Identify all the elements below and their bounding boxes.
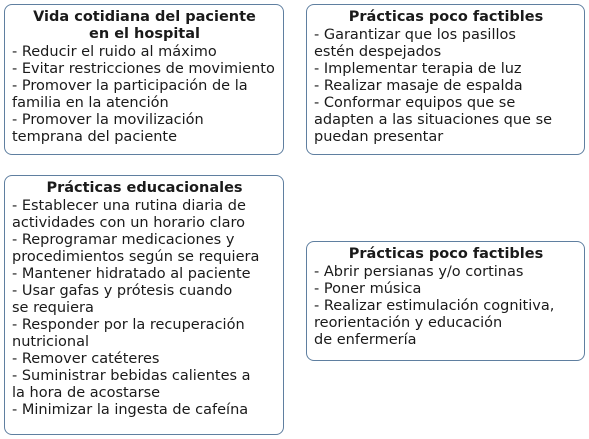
- list-item: - Poner música: [314, 281, 422, 297]
- list-item: - Promover la participación de la familia en la atención: [12, 78, 248, 111]
- box-unfeasible-practices-1: [306, 4, 585, 155]
- list-item: - Garantizar que los pasillos estén despejados: [314, 27, 516, 60]
- box-educational-practices-title: Prácticas educacionales: [46, 180, 243, 196]
- list-item: - Remover catéteres: [12, 351, 160, 367]
- list-item: - Realizar masaje de espalda: [314, 78, 523, 94]
- list-item: - Suministrar bebidas calientes a la hora de acostarse: [12, 368, 251, 401]
- box-educational-practices: [4, 175, 284, 435]
- list-item: - Reducir el ruido al máximo: [12, 44, 217, 60]
- box-unfeasible-practices-2-title: Prácticas poco factibles: [348, 246, 544, 262]
- list-item: - Mantener hidratado al paciente: [12, 266, 251, 282]
- list-item: - Conformar equipos que se adapten a las situaciones que se puedan presentar: [314, 95, 553, 145]
- box-unfeasible-practices-1-list: [314, 27, 578, 146]
- list-item: - Responder por la recuperación nutricional: [12, 317, 245, 350]
- box-educational-practices-list: [12, 198, 277, 419]
- list-item: - Establecer una rutina diaria de actividades con un horario claro: [12, 198, 246, 231]
- box-daily-life: [4, 4, 284, 155]
- box-daily-life-title: Vida cotidiana del paciente en el hospital: [33, 9, 256, 42]
- list-item: - Evitar restricciones de movimiento: [12, 61, 275, 77]
- list-item: - Abrir persianas y/o cortinas: [314, 264, 524, 280]
- list-item: - Minimizar la ingesta de cafeína: [12, 402, 249, 418]
- box-unfeasible-practices-2: [306, 241, 585, 361]
- list-item: - Reprogramar medicaciones y procedimientos según se requiera: [12, 232, 260, 265]
- list-item: - Usar gafas y prótesis cuando se requiera: [12, 283, 233, 316]
- box-unfeasible-practices-2-list: [314, 264, 578, 349]
- list-item: - Implementar terapia de luz: [314, 61, 522, 77]
- list-item: - Realizar estimulación cognitiva, reorientación y educación de enfermería: [314, 298, 555, 348]
- box-daily-life-list: [12, 44, 277, 146]
- list-item: - Promover la movilización temprana del paciente: [12, 112, 204, 145]
- box-unfeasible-practices-1-title: Prácticas poco factibles: [348, 9, 544, 25]
